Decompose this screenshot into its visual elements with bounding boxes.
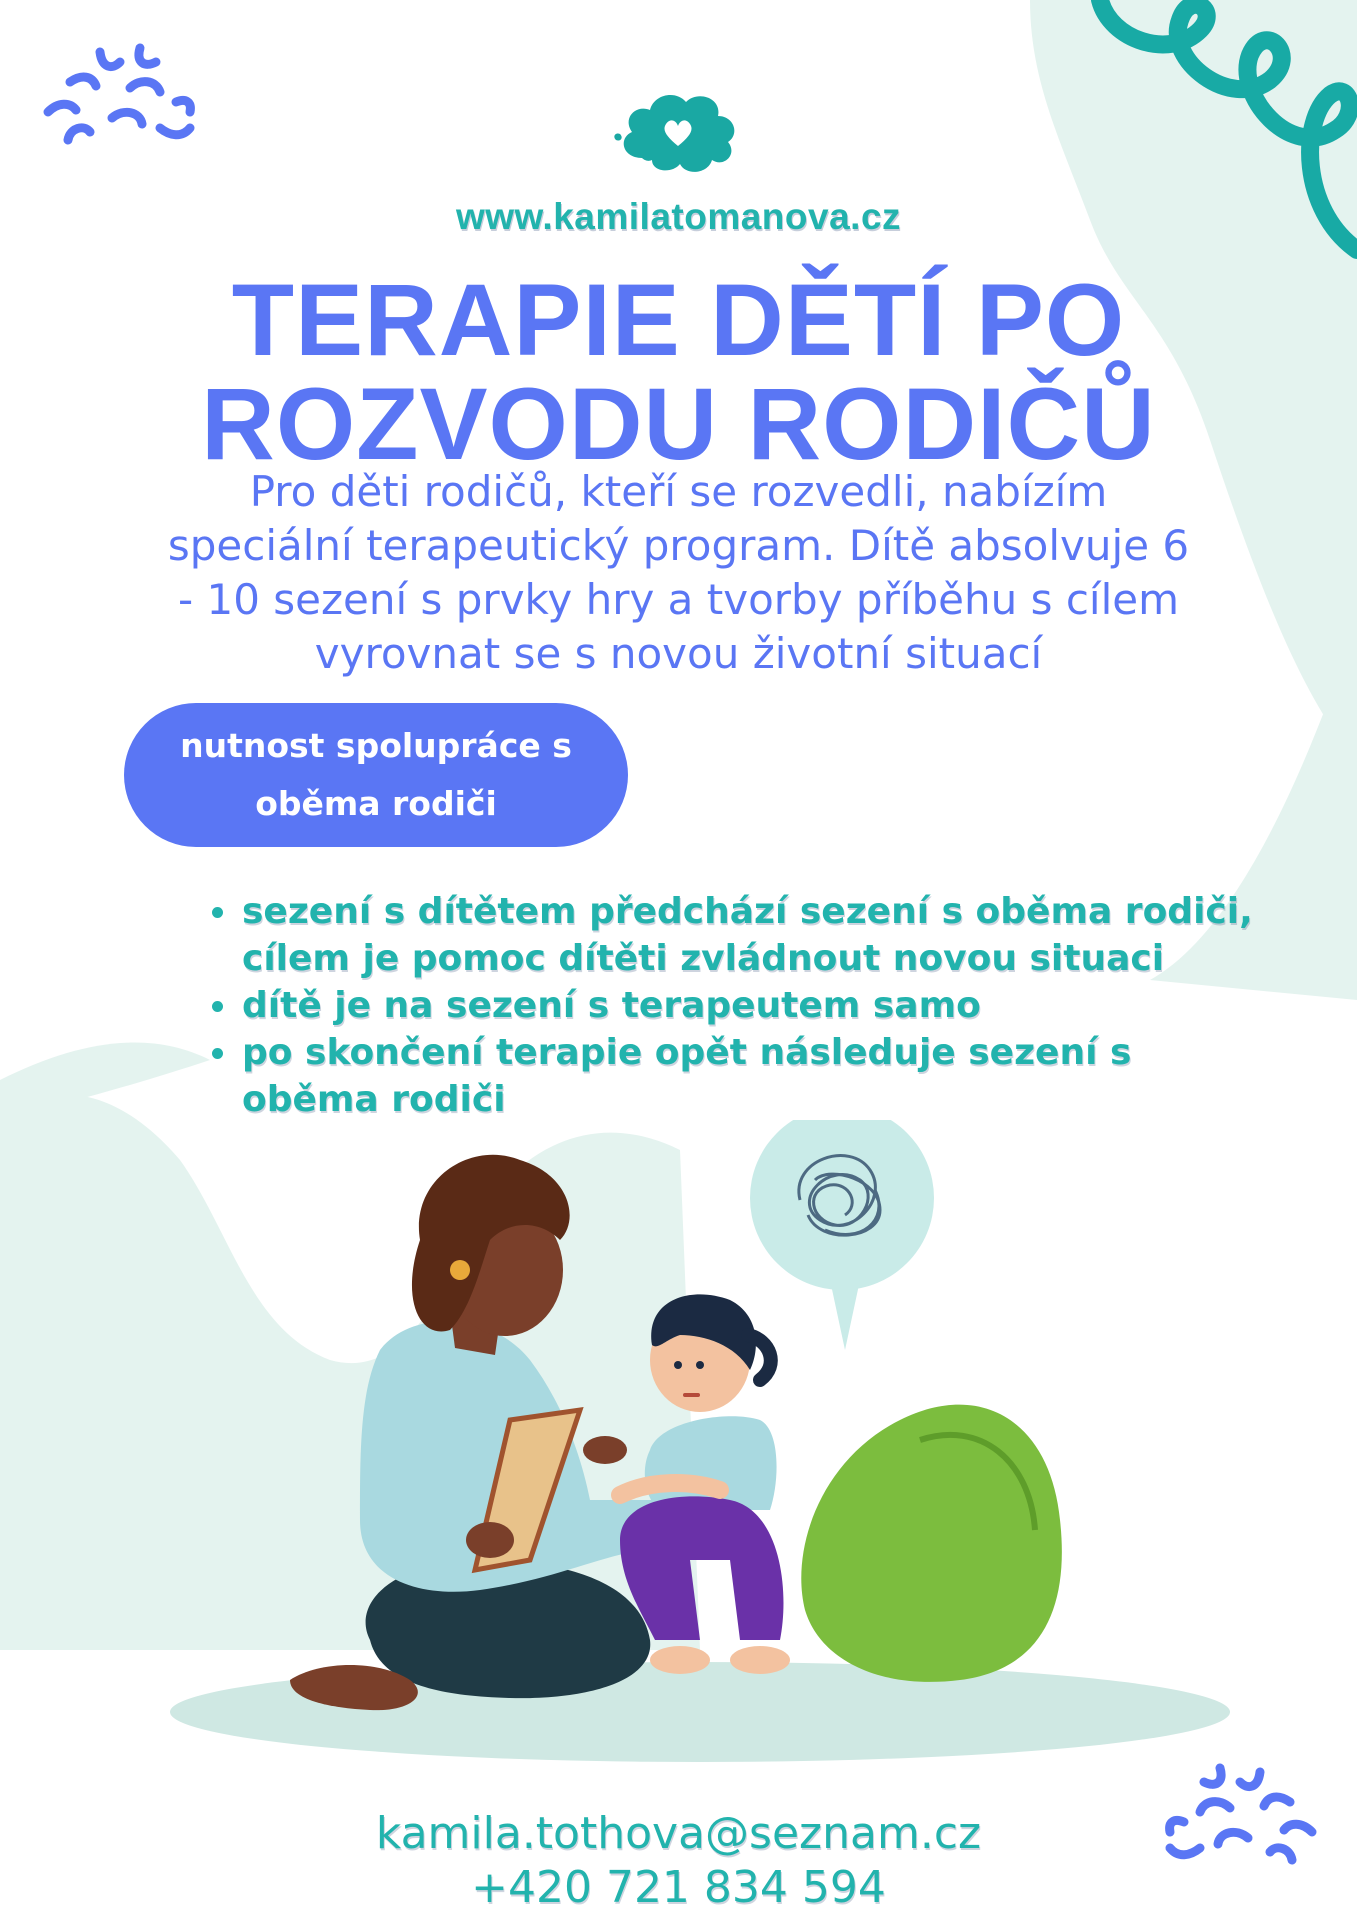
badge-line: nutnost spolupráce s: [180, 726, 572, 765]
list-item: • sezení s dítětem předchází sezení s oběma rodiči, cílem je pomoc dítěti zvládnout novou situaci: [240, 888, 1260, 982]
intro-line: speciální terapeutický program. Dítě absolvuje 6: [167, 521, 1190, 570]
list-item: • dítě je na sezení s terapeutem samo: [240, 982, 1260, 1029]
intro-line: - 10 sezení s prvky hry a tvorby příběhu s cílem: [177, 575, 1180, 624]
intro-line: vyrovnat se s novou životní situací: [314, 629, 1043, 678]
title-line: TERAPIE DĚTÍ PO: [231, 263, 1126, 377]
contact-email[interactable]: kamila.tothova@seznam.cz: [375, 1808, 982, 1859]
website-url[interactable]: www.kamilatomanova.cz: [455, 196, 902, 237]
therapy-illustration: [260, 1120, 1120, 1740]
sparkle-lines-icon: [40, 40, 200, 160]
cooperation-badge: [124, 703, 628, 847]
cloud-heart-icon: [612, 88, 744, 178]
title-line: ROZVODU RODIČŮ: [201, 367, 1156, 481]
thought-bubble-icon: [750, 1120, 934, 1350]
badge-text: [156, 717, 596, 833]
list-item: • po skončení terapie opět následuje sezení s oběma rodiči: [240, 1029, 1260, 1123]
page-title: [0, 263, 1357, 481]
info-list: [200, 888, 1260, 1123]
child-figure: [620, 1294, 790, 1674]
contact-phone[interactable]: +420 721 834 594: [471, 1862, 886, 1913]
badge-line: oběma rodiči: [255, 784, 497, 823]
intro-paragraph: [60, 465, 1297, 681]
therapist-figure: [290, 1155, 670, 1710]
teal-loop-decoration: [1070, 0, 1357, 290]
intro-line: Pro děti rodičů, kteří se rozvedli, nabízím: [249, 467, 1108, 516]
